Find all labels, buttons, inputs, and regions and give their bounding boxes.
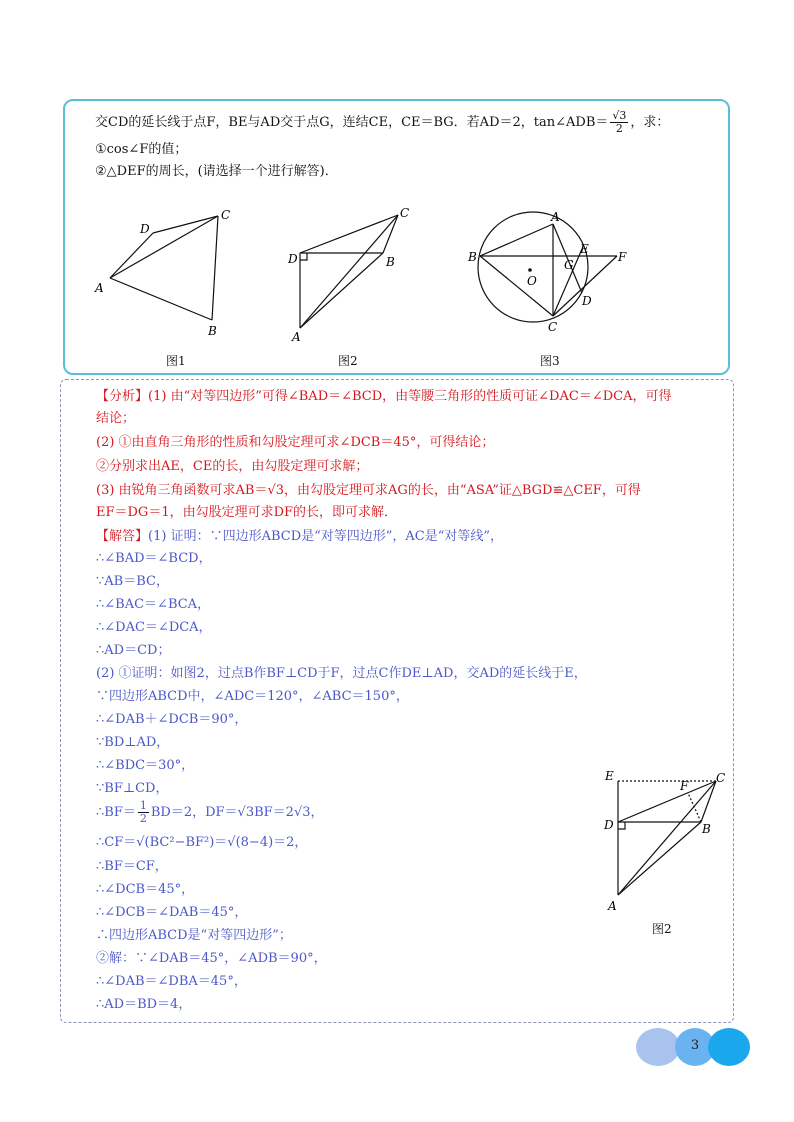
page-number: 3: [690, 1038, 700, 1053]
solution-line-12: ∵BF⊥CD，: [96, 781, 169, 796]
analysis-line-2: 结论；: [96, 411, 136, 426]
fig2-label-a: A: [292, 330, 301, 344]
fig1-label-c: C: [221, 208, 231, 222]
solution-line-6: ∴AD＝CD；: [96, 643, 171, 658]
solution-line-19: ②解：∵∠DAB＝45°，∠ADB＝90°，: [96, 951, 327, 966]
fig1-label-d: D: [140, 222, 150, 236]
fig3-label-a: A: [551, 210, 560, 224]
solution-line-13: ∴BF＝ $\frac{1}{2}$ BD＝2，DF＝√3BF＝2√3，: [96, 799, 324, 825]
solution-line-8: ∵四边形ABCD中，∠ADC＝120°，∠ABC＝150°，: [96, 689, 409, 704]
figure-2: [280, 200, 430, 350]
page-circle-right: [708, 1028, 750, 1066]
fig3-label-e: E: [580, 242, 589, 256]
solution-line-15: ∴BF＝CF，: [96, 859, 168, 874]
question-line-1: 交CD的延长线于点F，BE与AD交于点G，连结CE，CE＝BG．若AD＝2，tan∠ADB＝ $\frac{√3}{2}$ ，求：: [95, 109, 670, 135]
fig1-label-a: A: [95, 281, 104, 295]
figure-solution: [598, 765, 733, 915]
solution-line-5: ∴∠DAC＝∠DCA，: [96, 620, 212, 635]
fig2-label-c: C: [400, 206, 410, 220]
analysis-line-1: 【分析】(1) 由“对等四边形”可得∠BAD＝∠BCD，由等腰三角形的性质可证∠DAC＝∠DCA，可得: [96, 389, 672, 404]
analysis-line-6: EF＝DG＝1，由勾股定理可求DF的长，即可求解．: [96, 505, 398, 520]
question-line-3: ②△DEF的周长，(请选择一个进行解答)．: [95, 164, 338, 179]
solution-line-10: ∵BD⊥AD，: [96, 735, 170, 750]
solution-line-17: ∴∠DCB＝∠DAB＝45°，: [96, 905, 248, 920]
fig4-label-b: B: [702, 822, 711, 836]
figure-3: [460, 205, 640, 350]
fig4-label-e: E: [605, 769, 614, 783]
analysis-line-4: ②分别求出AE，CE的长，由勾股定理可求解；: [96, 459, 369, 474]
half-fraction: $\frac{1}{2}$: [139, 799, 147, 825]
fig4-caption: 图2: [652, 922, 672, 936]
solution-line-11: ∴∠BDC＝30°，: [96, 758, 195, 773]
fig3-label-o: O: [527, 274, 537, 288]
solution-line-9: ∴∠DAB＋∠DCB＝90°，: [96, 712, 248, 727]
fig2-label-d: D: [288, 252, 298, 266]
solution-line-14: ∴CF＝√(BC²−BF²)＝√(8−4)＝2，: [96, 835, 308, 850]
fig3-label-g: G: [564, 258, 574, 272]
fig3-caption: 图3: [540, 354, 560, 368]
fig2-caption: 图2: [338, 354, 358, 368]
analysis-line-3: (2) ①由直角三角形的性质和勾股定理可求∠DCB＝45°，可得结论；: [96, 435, 495, 450]
solution-line-16: ∴∠DCB＝45°，: [96, 882, 195, 897]
solution-line-4: ∴∠BAC＝∠BCA，: [96, 597, 211, 612]
fig4-label-c: C: [716, 771, 726, 785]
solution-line-18: ∴四边形ABCD是“对等四边形”；: [96, 928, 292, 943]
fig1-caption: 图1: [166, 354, 186, 368]
fig3-label-f: F: [618, 250, 627, 264]
fig4-label-a: A: [608, 899, 617, 913]
solution-line-7: (2) ①证明：如图2，过点B作BF⊥CD于F，过点C作DE⊥AD，交AD的延长线于E，: [96, 666, 587, 681]
solution-line-3: ∵AB＝BC，: [96, 574, 169, 589]
fig4-label-f: F: [680, 779, 689, 793]
fig3-label-d: D: [582, 294, 592, 308]
solution-line-21: ∴AD＝BD＝4，: [96, 997, 192, 1012]
fig3-label-b: B: [468, 250, 477, 264]
solution-line-1: 【解答】(1) 证明：∵四边形ABCD是“对等四边形”，AC是“对等线”，: [96, 529, 504, 544]
solution-line-20: ∴∠DAB＝∠DBA＝45°，: [96, 974, 247, 989]
fig1-label-b: B: [208, 324, 217, 338]
tan-fraction: $\frac{√3}{2}$: [612, 109, 627, 135]
question-line-2: ①cos∠F的值；: [95, 142, 188, 157]
figure-1: [90, 200, 250, 350]
analysis-line-5: (3) 由锐角三角函数可求AB＝√3，由勾股定理可求AG的长，由“ASA”证△BGD≌△CEF，可得: [96, 483, 641, 498]
page-circle-left: [636, 1028, 680, 1066]
fig4-label-d: D: [604, 818, 614, 832]
fig2-label-b: B: [386, 255, 395, 269]
solution-line-2: ∴∠BAD＝∠BCD，: [96, 551, 212, 566]
fig3-label-c: C: [548, 320, 558, 334]
